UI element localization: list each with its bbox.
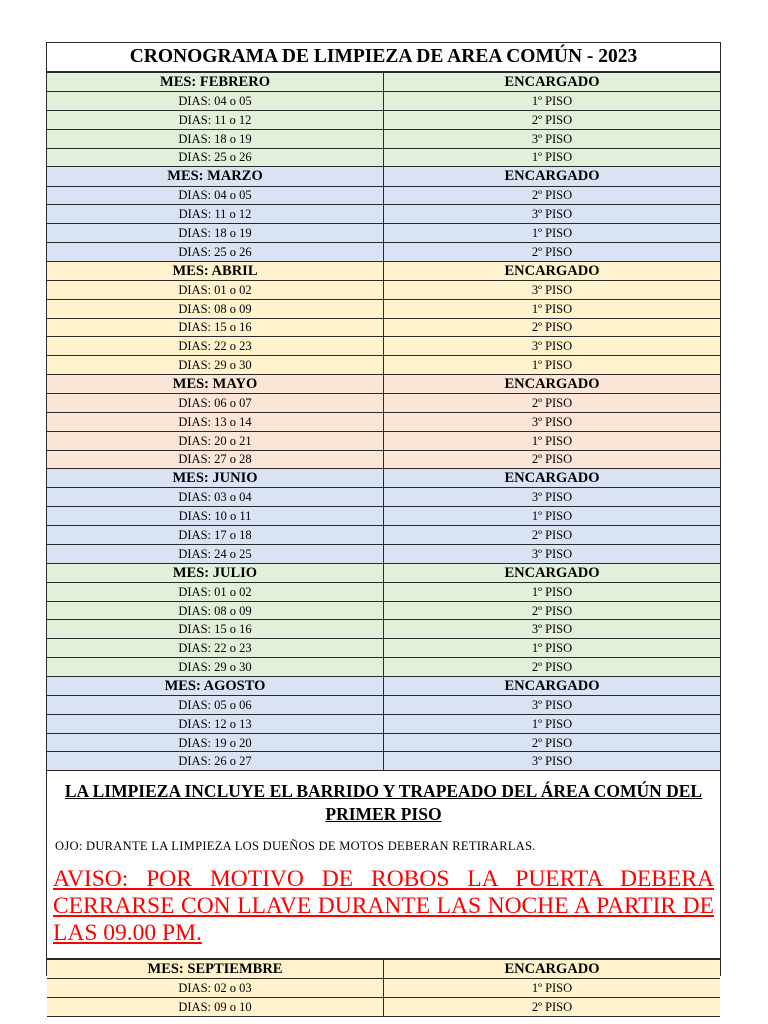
- floor-cell: 3º PISO: [384, 337, 721, 356]
- month-label: MES: SEPTIEMBRE: [47, 960, 384, 979]
- table-row: [47, 998, 720, 1017]
- table-row: [47, 620, 720, 639]
- table-row: [47, 733, 720, 752]
- september-table: [47, 959, 720, 1017]
- table-row: [47, 280, 720, 299]
- floor-cell: 1º PISO: [384, 92, 721, 111]
- days-cell: DIAS: 25 o 26: [47, 148, 384, 167]
- page-title: CRONOGRAMA DE LIMPIEZA DE AREA COMÚN - 2023: [47, 43, 720, 72]
- month-label: MES: MAYO: [47, 374, 384, 393]
- table-row: [47, 186, 720, 205]
- days-cell: DIAS: 18 o 19: [47, 224, 384, 243]
- motorcycle-note: OJO: DURANTE LA LIMPIEZA LOS DUEÑOS DE MOTOS DEBERAN RETIRARLAS.: [55, 839, 536, 854]
- month-header-row: [47, 469, 720, 488]
- table-row: [47, 337, 720, 356]
- table-row: [47, 394, 720, 413]
- days-cell: DIAS: 04 o 05: [47, 92, 384, 111]
- table-row: [47, 412, 720, 431]
- floor-cell: 3º PISO: [384, 280, 721, 299]
- floor-cell: 3º PISO: [384, 752, 721, 771]
- month-label: MES: JULIO: [47, 563, 384, 582]
- table-row: [47, 979, 720, 998]
- days-cell: DIAS: 06 o 07: [47, 394, 384, 413]
- floor-cell: 3º PISO: [384, 412, 721, 431]
- days-cell: DIAS: 12 o 13: [47, 714, 384, 733]
- days-cell: DIAS: 11 o 12: [47, 110, 384, 129]
- floor-cell: 2º PISO: [384, 658, 721, 677]
- month-header-row: [47, 167, 720, 186]
- encargado-header: ENCARGADO: [384, 167, 721, 186]
- days-cell: DIAS: 20 o 21: [47, 431, 384, 450]
- floor-cell: 3º PISO: [384, 544, 721, 563]
- floor-cell: 1º PISO: [384, 582, 721, 601]
- days-cell: DIAS: 26 o 27: [47, 752, 384, 771]
- floor-cell: 1º PISO: [384, 299, 721, 318]
- month-label: MES: FEBRERO: [47, 73, 384, 92]
- days-cell: DIAS: 25 o 26: [47, 242, 384, 261]
- floor-cell: 3º PISO: [384, 205, 721, 224]
- month-label: MES: MARZO: [47, 167, 384, 186]
- floor-cell: 3º PISO: [384, 129, 721, 148]
- table-row: [47, 714, 720, 733]
- encargado-header: ENCARGADO: [384, 960, 721, 979]
- table-row: [47, 299, 720, 318]
- floor-cell: 2º PISO: [384, 601, 721, 620]
- floor-cell: 1º PISO: [384, 356, 721, 375]
- days-cell: DIAS: 05 o 06: [47, 696, 384, 715]
- month-header-row: [47, 261, 720, 280]
- floor-cell: 2º PISO: [384, 450, 721, 469]
- floor-cell: 2º PISO: [384, 318, 721, 337]
- days-cell: DIAS: 19 o 20: [47, 733, 384, 752]
- notes-section: [47, 771, 720, 959]
- table-row: [47, 356, 720, 375]
- table-row: [47, 752, 720, 771]
- days-cell: DIAS: 04 o 05: [47, 186, 384, 205]
- table-row: [47, 92, 720, 111]
- days-cell: DIAS: 29 o 30: [47, 356, 384, 375]
- days-cell: DIAS: 18 o 19: [47, 129, 384, 148]
- month-label: MES: JUNIO: [47, 469, 384, 488]
- encargado-header: ENCARGADO: [384, 374, 721, 393]
- schedule-sheet: [46, 42, 721, 1015]
- month-label: MES: AGOSTO: [47, 676, 384, 695]
- floor-cell: 2º PISO: [384, 998, 721, 1017]
- days-cell: DIAS: 22 o 23: [47, 639, 384, 658]
- encargado-header: ENCARGADO: [384, 73, 721, 92]
- floor-cell: 2º PISO: [384, 242, 721, 261]
- days-cell: DIAS: 27 o 28: [47, 450, 384, 469]
- cleaning-scope-note: LA LIMPIEZA INCLUYE EL BARRIDO Y TRAPEADO DEL ÁREA COMÚN DEL PRIMER PISO: [64, 781, 703, 825]
- days-cell: DIAS: 17 o 18: [47, 526, 384, 545]
- encargado-header: ENCARGADO: [384, 563, 721, 582]
- floor-cell: 2º PISO: [384, 733, 721, 752]
- days-cell: DIAS: 29 o 30: [47, 658, 384, 677]
- days-cell: DIAS: 13 o 14: [47, 412, 384, 431]
- floor-cell: 3º PISO: [384, 488, 721, 507]
- days-cell: DIAS: 15 o 16: [47, 620, 384, 639]
- encargado-header: ENCARGADO: [384, 676, 721, 695]
- table-row: [47, 431, 720, 450]
- table-row: [47, 544, 720, 563]
- floor-cell: 2º PISO: [384, 526, 721, 545]
- days-cell: DIAS: 03 o 04: [47, 488, 384, 507]
- days-cell: DIAS: 09 o 10: [47, 998, 384, 1017]
- schedule-table: [47, 72, 720, 771]
- days-cell: DIAS: 01 o 02: [47, 582, 384, 601]
- table-row: [47, 110, 720, 129]
- encargado-header: ENCARGADO: [384, 261, 721, 280]
- table-row: [47, 129, 720, 148]
- floor-cell: 1º PISO: [384, 507, 721, 526]
- floor-cell: 1º PISO: [384, 148, 721, 167]
- floor-cell: 1º PISO: [384, 224, 721, 243]
- days-cell: DIAS: 08 o 09: [47, 601, 384, 620]
- table-row: [47, 696, 720, 715]
- month-header-row: [47, 563, 720, 582]
- days-cell: DIAS: 22 o 23: [47, 337, 384, 356]
- month-header-row: [47, 960, 720, 979]
- table-row: [47, 601, 720, 620]
- table-row: [47, 582, 720, 601]
- floor-cell: 2º PISO: [384, 394, 721, 413]
- table-row: [47, 224, 720, 243]
- month-header-row: [47, 676, 720, 695]
- month-header-row: [47, 374, 720, 393]
- table-row: [47, 242, 720, 261]
- table-row: [47, 639, 720, 658]
- days-cell: DIAS: 15 o 16: [47, 318, 384, 337]
- floor-cell: 2º PISO: [384, 110, 721, 129]
- encargado-header: ENCARGADO: [384, 469, 721, 488]
- days-cell: DIAS: 11 o 12: [47, 205, 384, 224]
- days-cell: DIAS: 10 o 11: [47, 507, 384, 526]
- days-cell: DIAS: 02 o 03: [47, 979, 384, 998]
- floor-cell: 2º PISO: [384, 186, 721, 205]
- security-warning: AVISO: POR MOTIVO DE ROBOS LA PUERTA DEBERA CERRARSE CON LLAVE DURANTE LAS NOCHE A PARTIR DE LAS 09.00 PM.: [53, 866, 714, 947]
- days-cell: DIAS: 08 o 09: [47, 299, 384, 318]
- table-row: [47, 507, 720, 526]
- table-row: [47, 205, 720, 224]
- floor-cell: 1º PISO: [384, 979, 721, 998]
- floor-cell: 1º PISO: [384, 714, 721, 733]
- table-row: [47, 488, 720, 507]
- floor-cell: 1º PISO: [384, 639, 721, 658]
- floor-cell: 1º PISO: [384, 431, 721, 450]
- table-row: [47, 526, 720, 545]
- days-cell: DIAS: 24 o 25: [47, 544, 384, 563]
- days-cell: DIAS: 01 o 02: [47, 280, 384, 299]
- table-row: [47, 658, 720, 677]
- table-row: [47, 148, 720, 167]
- floor-cell: 3º PISO: [384, 620, 721, 639]
- month-label: MES: ABRIL: [47, 261, 384, 280]
- floor-cell: 3º PISO: [384, 696, 721, 715]
- table-row: [47, 318, 720, 337]
- table-row: [47, 450, 720, 469]
- month-header-row: [47, 73, 720, 92]
